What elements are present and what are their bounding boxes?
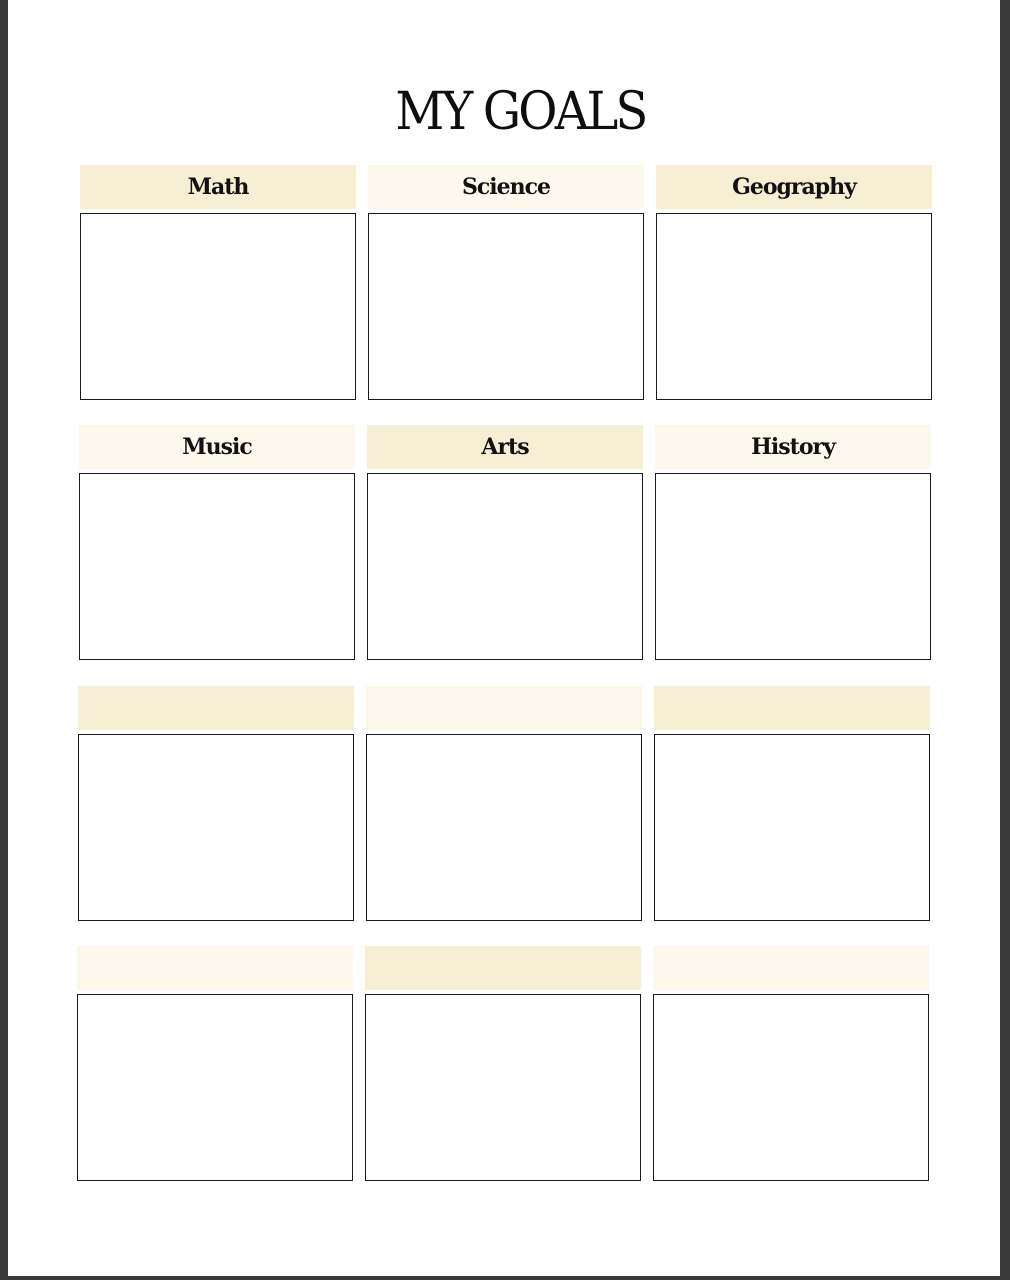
goal-header — [77, 946, 353, 990]
goal-header: Science — [368, 165, 644, 209]
goal-writing-area[interactable] — [77, 994, 353, 1181]
goal-header: History — [655, 425, 931, 469]
goal-writing-area[interactable] — [79, 473, 355, 660]
goal-writing-area[interactable] — [655, 473, 931, 660]
goal-writing-area[interactable] — [653, 994, 929, 1181]
goal-header: Arts — [367, 425, 643, 469]
page-title: MY GOALS — [395, 82, 646, 142]
goal-writing-area[interactable] — [368, 213, 644, 400]
goal-header: Geography — [656, 165, 932, 209]
goal-header — [366, 686, 642, 730]
goal-writing-area[interactable] — [367, 473, 643, 660]
goal-header — [78, 686, 354, 730]
goal-writing-area[interactable] — [654, 734, 930, 921]
goal-writing-area[interactable] — [656, 213, 932, 400]
goal-header: Math — [80, 165, 356, 209]
goal-writing-area[interactable] — [366, 734, 642, 921]
goal-writing-area[interactable] — [78, 734, 354, 921]
goal-writing-area[interactable] — [80, 213, 356, 400]
goal-header — [654, 686, 930, 730]
goal-header — [365, 946, 641, 990]
goal-header — [653, 946, 929, 990]
goal-writing-area[interactable] — [365, 994, 641, 1181]
goals-page — [8, 0, 1000, 1276]
goal-header: Music — [79, 425, 355, 469]
